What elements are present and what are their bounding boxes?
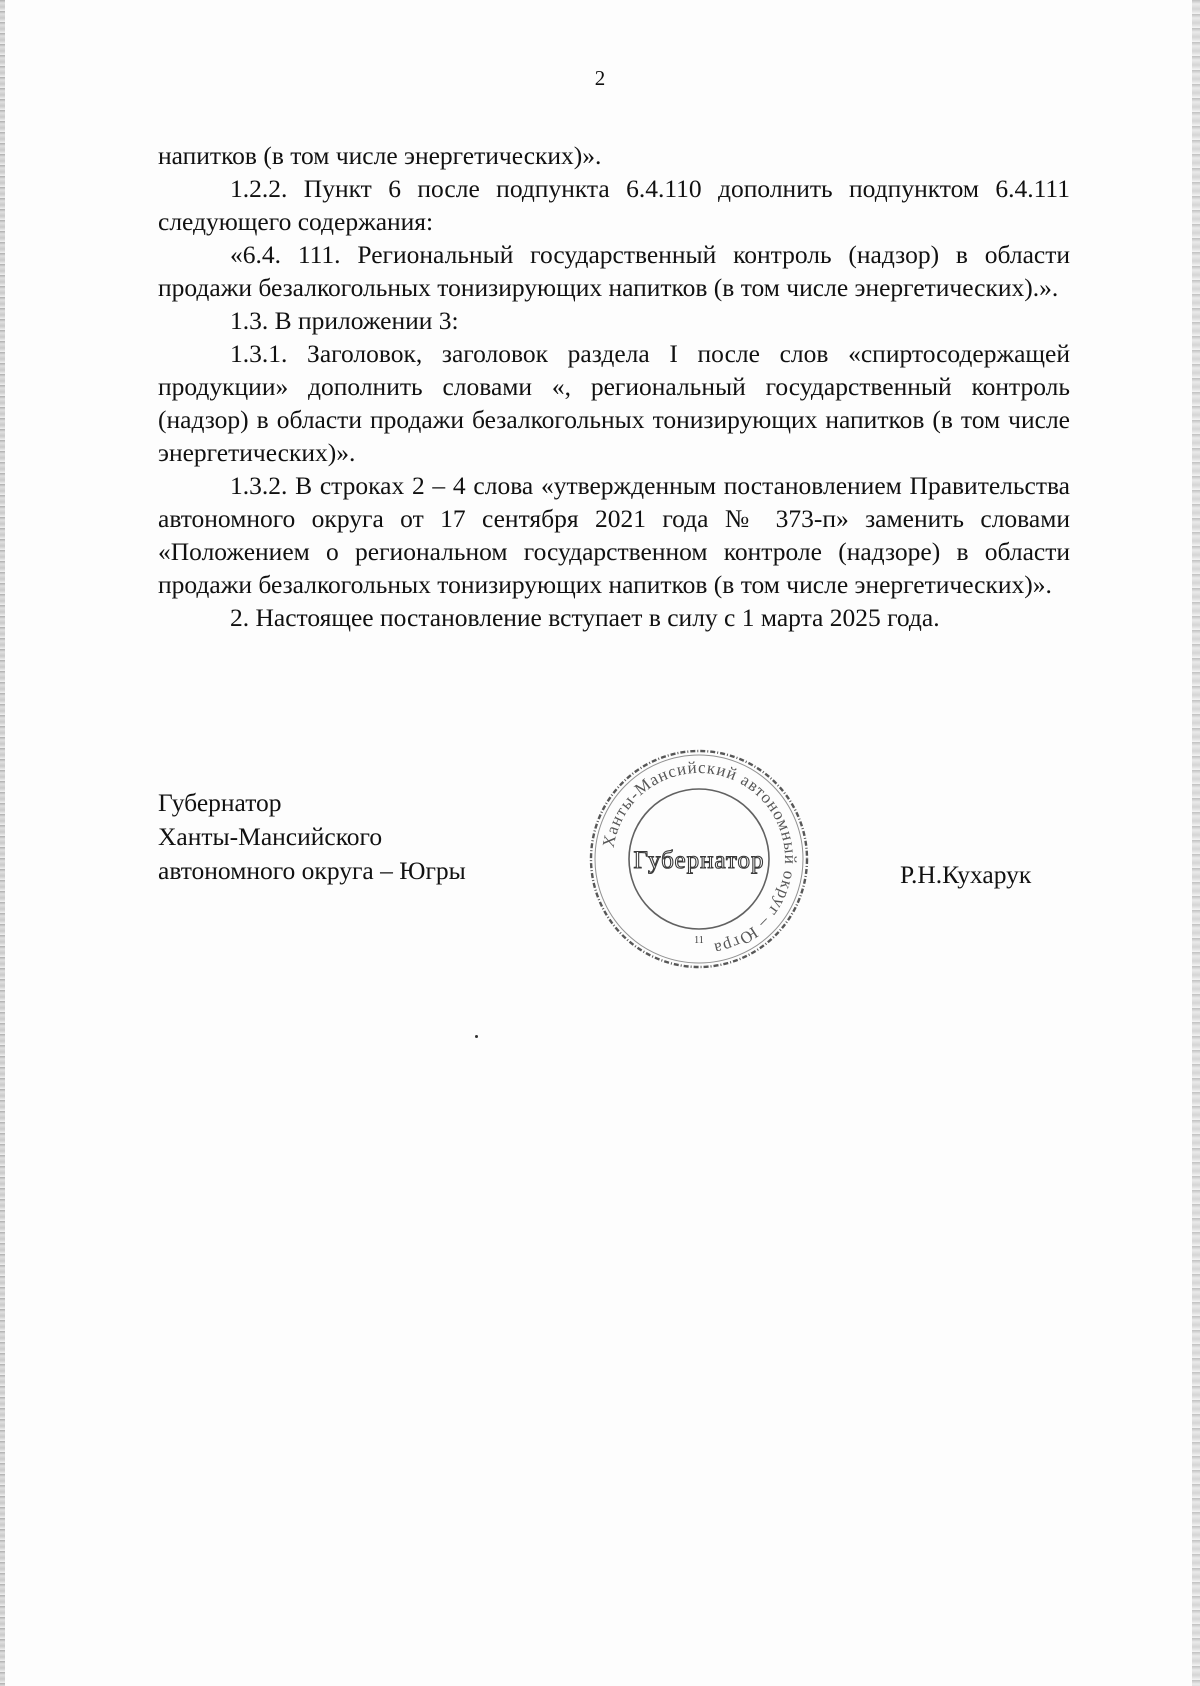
signatory-name: Р.Н.Кухарук [900,860,1032,889]
page-number: 2 [594,66,606,90]
signatory-title-line-3: автономного округа – Югры [158,856,466,885]
paragraph-1-3: 1.3. В приложении 3: [230,306,459,335]
official-seal [584,744,814,974]
scan-speck [475,1035,478,1038]
paragraph-1-3-1: 1.3.1. Заголовок, заголовок раздела I после слов «спиртосодержащей продукции» дополнить словами «, региональный государственный контроль (надзор) в области продажи безалкогольных тонизирующих напитков (в том числе энергетических)». [158,339,1070,467]
paragraph-2: 2. Настоящее постановление вступает в силу с 1 марта 2025 года. [230,603,940,632]
seal-bottom-mark: 11 [694,935,704,946]
paragraph-continuation: напитков (в том числе энергетических)». [158,141,602,170]
scan-edge-right [1192,0,1200,1686]
paragraph-1-2-2: 1.2.2. Пункт 6 после подпункта 6.4.110 дополнить подпунктом 6.4.111 следующего содержания: [158,174,1070,236]
seal-ring-text: Ханты-Мансийский автономный округ – Югра [598,757,801,959]
scan-edge-left [0,0,5,1686]
signatory-title-line-2: Ханты-Мансийского [158,822,383,851]
signatory-title [158,786,466,888]
signatory-title-line-1: Губернатор [158,788,282,817]
paragraph-quote-6-4-111: «6.4. 111. Региональный государственный контроль (надзор) в области продажи безалкогольных тонизирующих напитков (в том числе энергетических).». [158,240,1070,302]
seal-center-text: Губернатор [633,847,765,874]
document-body [158,139,1070,634]
paragraph-1-3-2: 1.3.2. В строках 2 – 4 слова «утвержденным постановлением Правительства автономного округа от 17 сентября 2021 года № 373-п» заменить словами «Положением о региональном государственном контроле (надзоре) в области продажи безалкогольных тонизирующих напитков (в том числе энергетических)». [158,471,1070,599]
